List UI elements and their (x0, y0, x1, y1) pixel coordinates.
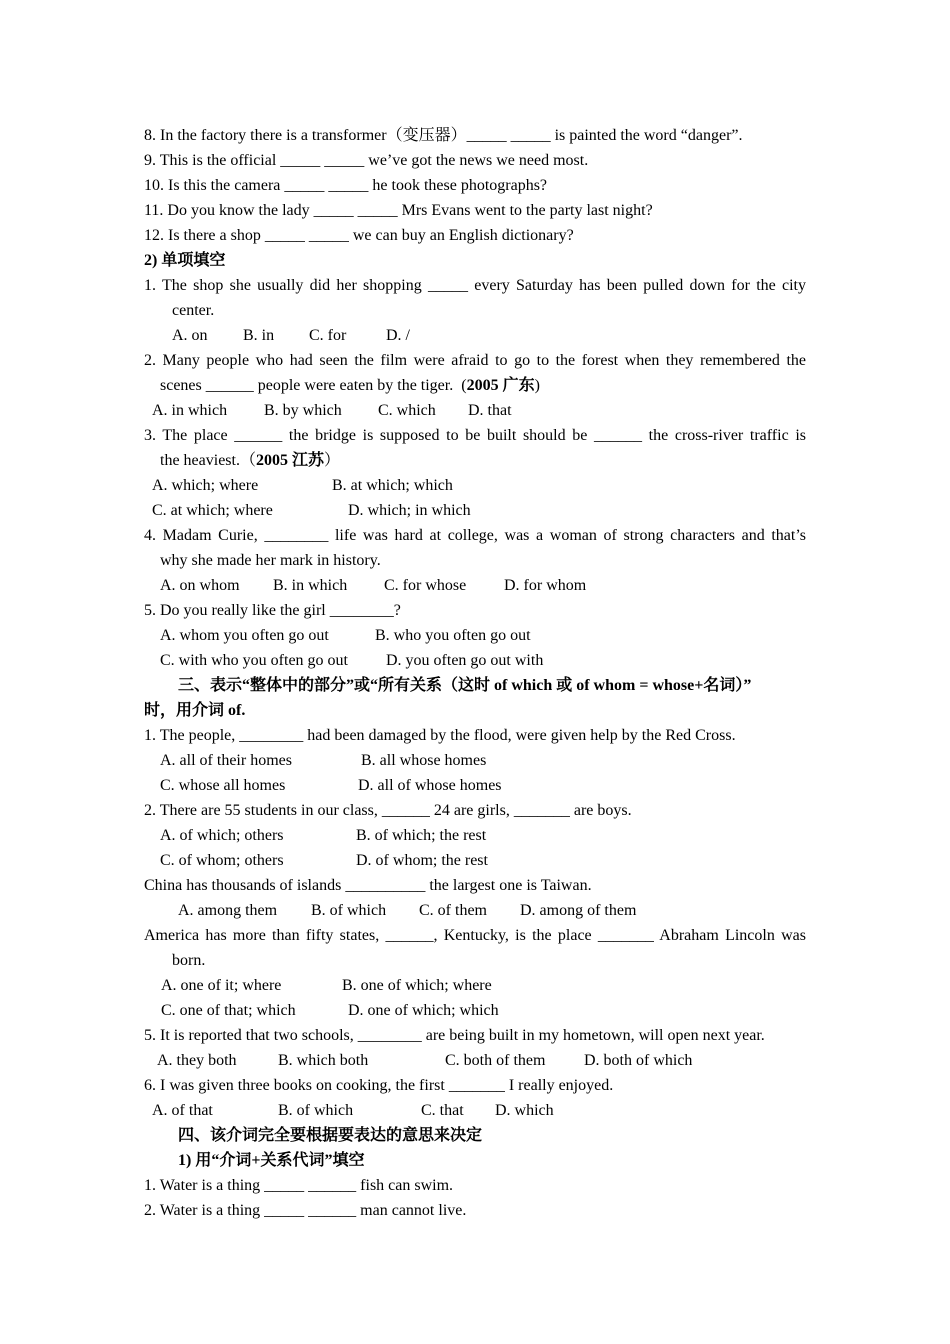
s2-q3-option-d: D. which; in which (348, 502, 471, 519)
s2-q4-line1: 4. Madam Curie, ________ life was hard at college, was a woman of strong characters and that’s (144, 527, 806, 544)
s3-q6-option-b: B. of which (278, 1102, 354, 1119)
s2-q5-option-d: D. you often go out with (386, 652, 544, 669)
s2-q3-source: 2005 江苏 (255, 452, 324, 469)
s3-q3-option-c: C. of them (419, 902, 487, 919)
s2-q4-option-b: B. in which (273, 577, 348, 594)
s3-q3-option-b: B. of which (311, 902, 387, 919)
question-10: 10. Is this the camera _____ _____ he took these photographs? (144, 177, 548, 194)
s2-q3-option-c: C. at which; where (152, 502, 273, 519)
question-9: 9. This is the official _____ _____ we’ve got the news we need most. (144, 152, 589, 169)
s2-q4-option-c: C. for whose (384, 577, 467, 594)
s2-q1-option-c: C. for (309, 327, 347, 344)
section-3-heading-line2: 时，用介词 of. (144, 702, 246, 719)
s2-q3-line2-text: the heaviest.（ (160, 452, 256, 469)
section-2-heading: 2) 单项填空 (144, 252, 226, 269)
s2-q5-option-c: C. with who you often go out (160, 652, 348, 669)
s3-q1-option-a: A. all of their homes (160, 752, 292, 769)
s3-q1-option-b: B. all whose homes (361, 752, 487, 769)
s2-q1-option-b: B. in (243, 327, 275, 344)
s3-q4-option-b: B. one of which; where (342, 977, 492, 994)
s3-q6-line1: 6. I was given three books on cooking, the first _______ I really enjoyed. (144, 1077, 614, 1094)
s3-q3-option-d: D. among of them (520, 902, 637, 919)
s3-q1-option-c: C. whose all homes (160, 777, 286, 794)
s3-q6-option-a: A. of that (152, 1102, 213, 1119)
s2-q3-line1: 3. The place ______ the bridge is supposed to be built should be ______ the cross-river traffic is (144, 427, 806, 444)
s2-q2-line2-text: scenes ______ people were eaten by the tiger. ( (160, 377, 467, 394)
s2-q4-option-a: A. on whom (160, 577, 240, 594)
question-12: 12. Is there a shop _____ _____ we can buy an English dictionary? (144, 227, 574, 244)
section-4-heading: 四、该介词完全要根据要表达的意思来决定 (178, 1127, 483, 1144)
s2-q2-option-d: D. that (468, 402, 512, 419)
s3-q3-option-a: A. among them (178, 902, 278, 919)
s3-q1-line1: 1. The people, ________ had been damaged by the flood, were given help by the Red Cross. (144, 727, 736, 744)
s4-question-2: 2. Water is a thing _____ ______ man cannot live. (144, 1202, 467, 1219)
section-4-subheading: 1) 用“介词+关系代词”填空 (178, 1152, 365, 1169)
s2-q1-option-a: A. on (172, 327, 208, 344)
s3-q3-line1: China has thousands of islands __________ the largest one is Taiwan. (144, 877, 592, 894)
s3-q2-option-b: B. of which; the rest (356, 827, 487, 844)
s2-q5-option-b: B. who you often go out (375, 627, 531, 644)
s2-q3-option-a: A. which; where (152, 477, 259, 494)
s2-q3-option-b: B. at which; which (332, 477, 453, 494)
s3-q4-option-d: D. one of which; which (348, 1002, 499, 1019)
s2-q4-line2: why she made her mark in history. (160, 552, 381, 569)
s3-q4-line1: America has more than fifty states, ______, Kentucky, is the place _______ Abraham Lincoln was (144, 927, 806, 944)
question-11: 11. Do you know the lady _____ _____ Mrs Evans went to the party last night? (144, 202, 653, 219)
s4-question-1: 1. Water is a thing _____ ______ fish can swim. (144, 1177, 454, 1194)
question-8: 8. In the factory there is a transformer（变压器）_____ _____ is painted the word “danger”. (144, 127, 743, 144)
s2-q2-option-b: B. by which (264, 402, 342, 419)
s2-q5-line1: 5. Do you really like the girl ________? (144, 602, 401, 619)
section-3-heading: 三、表示“整体中的部分”或“所有关系（这时 of which 或 of whom = whose+名词）” (178, 677, 752, 694)
s2-q2-option-c: C. which (378, 402, 436, 419)
s2-q3-line2-end: ） (324, 452, 341, 469)
s2-q2-line1: 2. Many people who had seen the film were afraid to go to the forest when they remembered the (144, 352, 806, 369)
s3-q4-option-a: A. one of it; where (161, 977, 282, 994)
s2-q4-option-d: D. for whom (504, 577, 587, 594)
s3-q5-line1: 5. It is reported that two schools, ________ are being built in my hometown, will open next year. (144, 1027, 765, 1044)
s3-q2-option-a: A. of which; others (160, 827, 284, 844)
s2-q5-option-a: A. whom you often go out (160, 627, 329, 644)
s2-q1-line1: 1. The shop she usually did her shopping _____ every Saturday has been pulled down for the city (144, 277, 806, 294)
s2-q2-line2 (160, 376, 540, 396)
s3-q5-option-a: A. they both (157, 1052, 237, 1069)
s3-q2-option-d: D. of whom; the rest (356, 852, 488, 869)
s2-q2-line2-end: ) (534, 377, 540, 394)
s3-q6-option-d: D. which (495, 1102, 554, 1119)
s3-q4-option-c: C. one of that; which (161, 1002, 296, 1019)
s3-q2-option-c: C. of whom; others (160, 852, 284, 869)
s2-q2-source: 2005 广东 (466, 377, 535, 394)
s2-q3-line2 (160, 451, 340, 471)
s3-q4-line2: born. (172, 952, 206, 969)
s3-q5-option-c: C. both of them (445, 1052, 546, 1069)
s2-q2-option-a: A. in which (152, 402, 228, 419)
s3-q5-option-d: D. both of which (584, 1052, 693, 1069)
s3-q1-option-d: D. all of whose homes (358, 777, 502, 794)
s3-q2-line1: 2. There are 55 students in our class, ______ 24 are girls, _______ are boys. (144, 802, 632, 819)
s2-q1-option-d: D. / (386, 327, 410, 344)
s3-q5-option-b: B. which both (278, 1052, 369, 1069)
s2-q1-line2: center. (172, 302, 215, 319)
s3-q6-option-c: C. that (421, 1102, 464, 1119)
